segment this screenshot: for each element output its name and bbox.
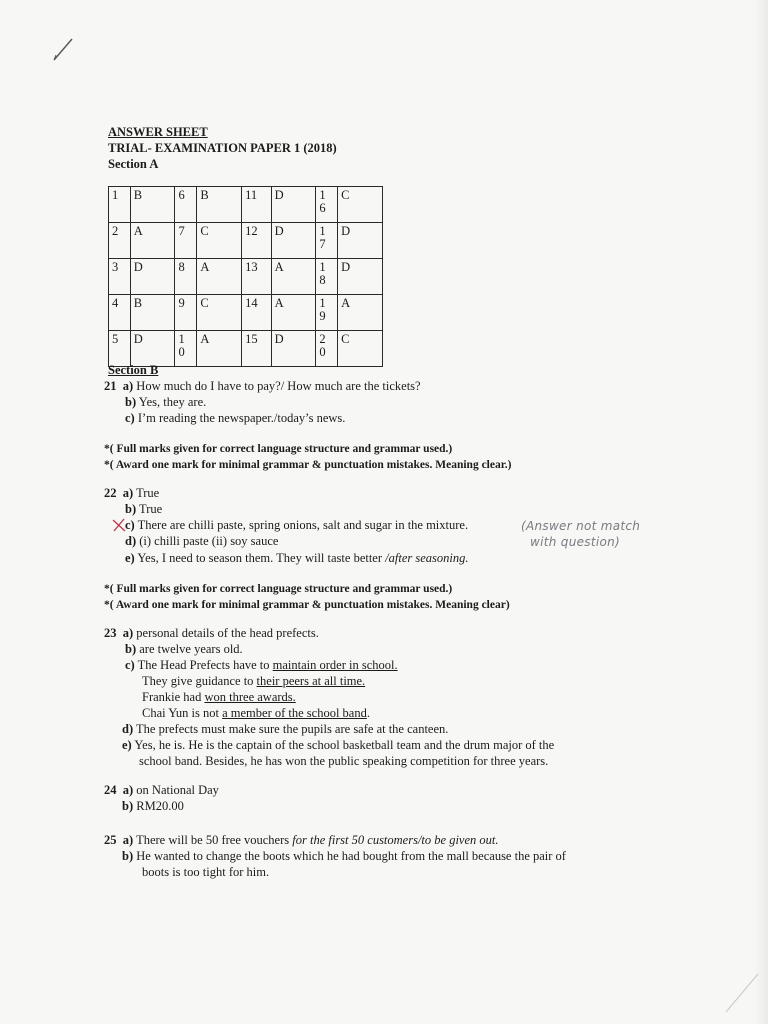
q23-c-line-3: [142, 690, 296, 705]
part-label: a): [122, 626, 134, 640]
q23-b: [125, 642, 243, 657]
answer-letter: C: [197, 223, 242, 259]
q21-b: [125, 395, 206, 410]
page-edge-shadow: [754, 0, 768, 1024]
q24-b: [122, 799, 184, 814]
section-a-heading: Section A: [108, 157, 159, 171]
answer-letter: D: [338, 223, 383, 259]
answer-letter: B: [197, 187, 242, 223]
question-number: 7: [175, 223, 197, 259]
q23-c-line-1: [125, 658, 398, 673]
question-number: 3: [109, 259, 131, 295]
answer-letter: D: [130, 331, 175, 367]
answer-text: on National Day: [136, 783, 219, 797]
answer-letter: A: [197, 259, 242, 295]
part-label: e): [122, 738, 132, 752]
question-number: 2: [109, 223, 131, 259]
handwritten-comment-line-2: with question): [530, 535, 620, 549]
question-number: 10: [175, 331, 197, 367]
answer-text: I’m reading the newspaper./today’s news.: [137, 411, 346, 425]
answer-letter: A: [130, 223, 175, 259]
question-number: 15: [242, 331, 272, 367]
answer-sheet-title: ANSWER SHEET: [108, 125, 208, 139]
answer-text: Chai Yun is not: [142, 706, 223, 720]
question-number: 11: [242, 187, 272, 223]
question-number: 5: [109, 331, 131, 367]
question-number: 13: [242, 259, 272, 295]
answer-text: (i) chilli paste (ii) soy sauce: [139, 534, 279, 548]
answer-text: There will be 50 free vouchers: [136, 833, 293, 847]
q23-d: [122, 722, 448, 737]
part-label: a): [122, 486, 134, 500]
underlined-key-phrase: a member of the school band: [222, 706, 367, 720]
answer-letter: B: [130, 187, 175, 223]
question-number: 19: [316, 295, 338, 331]
marking-note-3: *( Full marks given for correct language structure and grammar used.): [104, 583, 453, 595]
question-number: 9: [175, 295, 197, 331]
question-number: 12: [242, 223, 272, 259]
question-number: 16: [316, 187, 338, 223]
answer-text: The Head Prefects have to: [137, 658, 273, 672]
q23-c-line-2: [142, 674, 365, 689]
part-label: b): [122, 849, 134, 863]
answer-text: The prefects must make sure the pupils are safe at the canteen.: [136, 722, 449, 736]
question-number: 4: [109, 295, 131, 331]
answer-letter: C: [197, 295, 242, 331]
part-label: b): [125, 502, 137, 516]
question-number: 8: [175, 259, 197, 295]
question-number: 20: [316, 331, 338, 367]
pen-tick-mark: [52, 36, 76, 62]
part-label: c): [125, 411, 135, 425]
answer-text: Yes, I need to season them. They will taste better: [137, 551, 386, 565]
q24-a: [104, 783, 219, 798]
answer-letter: A: [197, 331, 242, 367]
answer-text: How much do I have to pay?/ How much are the tickets?: [136, 379, 421, 393]
q23-e-line-1: [122, 738, 554, 753]
exam-subtitle: TRIAL- EXAMINATION PAPER 1 (2018): [108, 141, 337, 155]
marking-note-1: *( Full marks given for correct language structure and grammar used.): [104, 443, 453, 455]
question-number: 18: [316, 259, 338, 295]
part-label: c): [125, 518, 135, 532]
answer-letter: A: [338, 295, 383, 331]
part-label: a): [122, 783, 134, 797]
q25-b-line-1: [122, 849, 566, 864]
q23-a: [104, 626, 319, 641]
part-label: b): [125, 395, 137, 409]
answer-letter: D: [130, 259, 175, 295]
answer-text: Frankie had: [142, 690, 205, 704]
answer-text: There are chilli paste, spring onions, salt and sugar in the mixture.: [137, 518, 469, 532]
q25-b-line-2: boots is too tight for him.: [142, 865, 270, 879]
q22-b: [125, 502, 162, 517]
answer-text: Yes, he is. He is the captain of the school basketball team and the drum major of the: [134, 738, 555, 752]
answer-letter: A: [271, 295, 316, 331]
q22-c: [125, 518, 468, 533]
answer-text: Yes, they are.: [138, 395, 207, 409]
table-row: [109, 295, 383, 331]
q22-d: [125, 534, 278, 549]
q21-c: [125, 411, 345, 426]
part-label: a): [122, 379, 134, 393]
answer-letter: C: [338, 187, 383, 223]
question-number: 24: [104, 783, 117, 797]
question-number: 22: [104, 486, 117, 500]
answer-text-italic: /after seasoning.: [385, 551, 469, 565]
part-label: d): [122, 722, 134, 736]
answer-letter: D: [338, 259, 383, 295]
part-label: a): [122, 833, 134, 847]
answer-letter: D: [271, 331, 316, 367]
q22-a: [104, 486, 159, 501]
marking-note-4: *( Award one mark for minimal grammar & punctuation mistakes. Meaning clear): [104, 599, 510, 611]
part-label: e): [125, 551, 135, 565]
part-label: b): [125, 642, 137, 656]
answer-letter: D: [271, 187, 316, 223]
answer-letter: A: [271, 259, 316, 295]
answer-letter: B: [130, 295, 175, 331]
table-row: [109, 331, 383, 367]
answer-text: personal details of the head prefects.: [136, 626, 319, 640]
question-number: 23: [104, 626, 117, 640]
answer-letter: C: [338, 331, 383, 367]
section-a-answer-table: [108, 186, 383, 367]
part-label: b): [122, 799, 134, 813]
question-number: 1: [109, 187, 131, 223]
part-label: c): [125, 658, 135, 672]
q22-e: [125, 551, 469, 566]
corner-pen-mark: [722, 972, 760, 1016]
answer-text-italic: for the first 50 customers/to be given out.: [292, 833, 499, 847]
underlined-key-phrase: their peers at all time.: [256, 674, 366, 688]
q25-a: [104, 833, 499, 848]
answer-letter: D: [271, 223, 316, 259]
marking-note-2: *( Award one mark for minimal grammar & punctuation mistakes. Meaning clear.): [104, 459, 512, 471]
q21-a: [104, 379, 421, 394]
q23-e-line-2: school band. Besides, he has won the public speaking competition for three years.: [139, 754, 549, 768]
question-number: 17: [316, 223, 338, 259]
q23-c-line-4: [142, 706, 370, 721]
answer-text: .: [366, 706, 370, 720]
table-row: [109, 259, 383, 295]
answer-text: They give guidance to: [142, 674, 257, 688]
handwritten-comment-line-1: (Answer not match: [521, 519, 641, 533]
table-row: [109, 187, 383, 223]
question-number: 6: [175, 187, 197, 223]
part-label: d): [125, 534, 137, 548]
underlined-key-phrase: won three awards.: [204, 690, 296, 704]
question-number: 14: [242, 295, 272, 331]
underlined-key-phrase: maintain order in school.: [272, 658, 398, 672]
table-row: [109, 223, 383, 259]
answer-text: He wanted to change the boots which he had bought from the mall because the pair of: [136, 849, 566, 863]
question-number: 21: [104, 379, 117, 393]
question-number: 25: [104, 833, 117, 847]
answer-text: are twelve years old.: [139, 642, 243, 656]
answer-text: True: [139, 502, 163, 516]
answer-text: RM20.00: [136, 799, 184, 813]
answer-text: True: [136, 486, 160, 500]
section-b-heading: Section B: [108, 363, 159, 377]
